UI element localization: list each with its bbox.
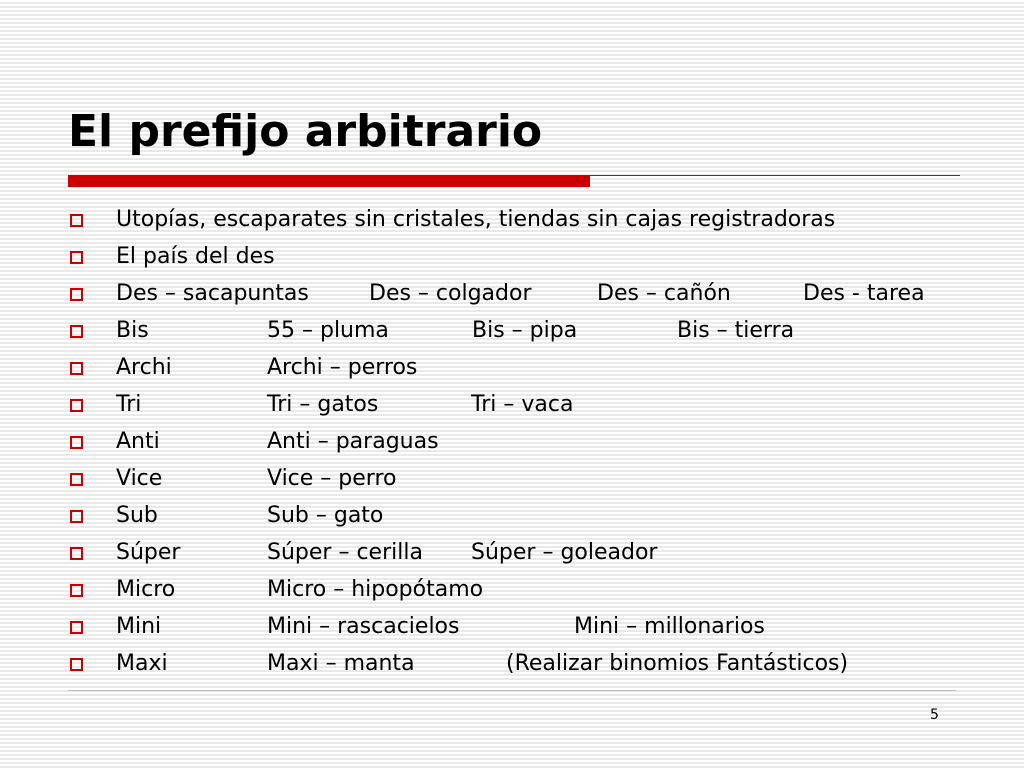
square-bullet-icon bbox=[70, 547, 83, 560]
page-number: 5 bbox=[930, 707, 939, 723]
bullet-example: Des – colgador bbox=[369, 281, 532, 306]
bullet-prefix: Bis bbox=[116, 318, 149, 343]
bullet-prefix: Tri bbox=[116, 392, 142, 417]
bullet-example: Archi – perros bbox=[267, 355, 418, 380]
list-item bbox=[68, 275, 968, 312]
list-item bbox=[68, 201, 968, 238]
bullet-example: Des – cañón bbox=[597, 281, 731, 306]
bullet-example: Maxi – manta bbox=[267, 651, 415, 676]
square-bullet-icon bbox=[70, 325, 83, 338]
bullet-note: (Realizar binomios Fantásticos) bbox=[506, 651, 849, 676]
bullet-prefix: Des – sacapuntas bbox=[116, 281, 309, 306]
bullet-example: Tri – gatos bbox=[267, 392, 379, 417]
title-underline-thin bbox=[590, 175, 960, 176]
square-bullet-icon bbox=[70, 621, 83, 634]
list-item bbox=[68, 349, 968, 386]
bullet-example: Mini – millonarios bbox=[574, 614, 765, 639]
bullet-example: Sub – gato bbox=[267, 503, 384, 528]
square-bullet-icon bbox=[70, 436, 83, 449]
bullet-example: Micro – hipopótamo bbox=[267, 577, 484, 602]
square-bullet-icon bbox=[70, 584, 83, 597]
square-bullet-icon bbox=[70, 251, 83, 264]
footer-divider bbox=[68, 690, 956, 691]
bullet-prefix: Micro bbox=[116, 577, 176, 602]
bullet-example: Mini – rascacielos bbox=[267, 614, 460, 639]
bullet-list bbox=[68, 201, 968, 682]
bullet-text: Utopías, escaparates sin cristales, tiendas sin cajas registradoras bbox=[116, 207, 836, 232]
bullet-prefix: Súper bbox=[116, 540, 181, 565]
square-bullet-icon bbox=[70, 473, 83, 486]
title-underline-thick bbox=[68, 175, 590, 187]
square-bullet-icon bbox=[70, 362, 83, 375]
list-item bbox=[68, 460, 968, 497]
list-item bbox=[68, 608, 968, 645]
list-item bbox=[68, 423, 968, 460]
square-bullet-icon bbox=[70, 658, 83, 671]
list-item bbox=[68, 238, 968, 275]
bullet-example: Des - tarea bbox=[803, 281, 925, 306]
list-item bbox=[68, 571, 968, 608]
bullet-example: 55 – pluma bbox=[267, 318, 389, 343]
bullet-prefix: Maxi bbox=[116, 651, 168, 676]
square-bullet-icon bbox=[70, 510, 83, 523]
bullet-prefix: Vice bbox=[116, 466, 163, 491]
list-item bbox=[68, 497, 968, 534]
bullet-example: Súper – goleador bbox=[471, 540, 658, 565]
bullet-example: Anti – paraguas bbox=[267, 429, 439, 454]
bullet-example: Vice – perro bbox=[267, 466, 397, 491]
square-bullet-icon bbox=[70, 399, 83, 412]
bullet-prefix: Anti bbox=[116, 429, 160, 454]
list-item bbox=[68, 386, 968, 423]
slide-title: El prefijo arbitrario bbox=[68, 106, 543, 157]
bullet-text: El país del des bbox=[116, 244, 275, 269]
square-bullet-icon bbox=[70, 214, 83, 227]
list-item bbox=[68, 645, 968, 682]
bullet-prefix: Mini bbox=[116, 614, 162, 639]
bullet-example: Súper – cerilla bbox=[267, 540, 423, 565]
bullet-prefix: Archi bbox=[116, 355, 172, 380]
bullet-example: Bis – tierra bbox=[677, 318, 795, 343]
bullet-prefix: Sub bbox=[116, 503, 158, 528]
bullet-example: Tri – vaca bbox=[471, 392, 574, 417]
square-bullet-icon bbox=[70, 288, 83, 301]
list-item bbox=[68, 312, 968, 349]
list-item bbox=[68, 534, 968, 571]
bullet-example: Bis – pipa bbox=[472, 318, 578, 343]
